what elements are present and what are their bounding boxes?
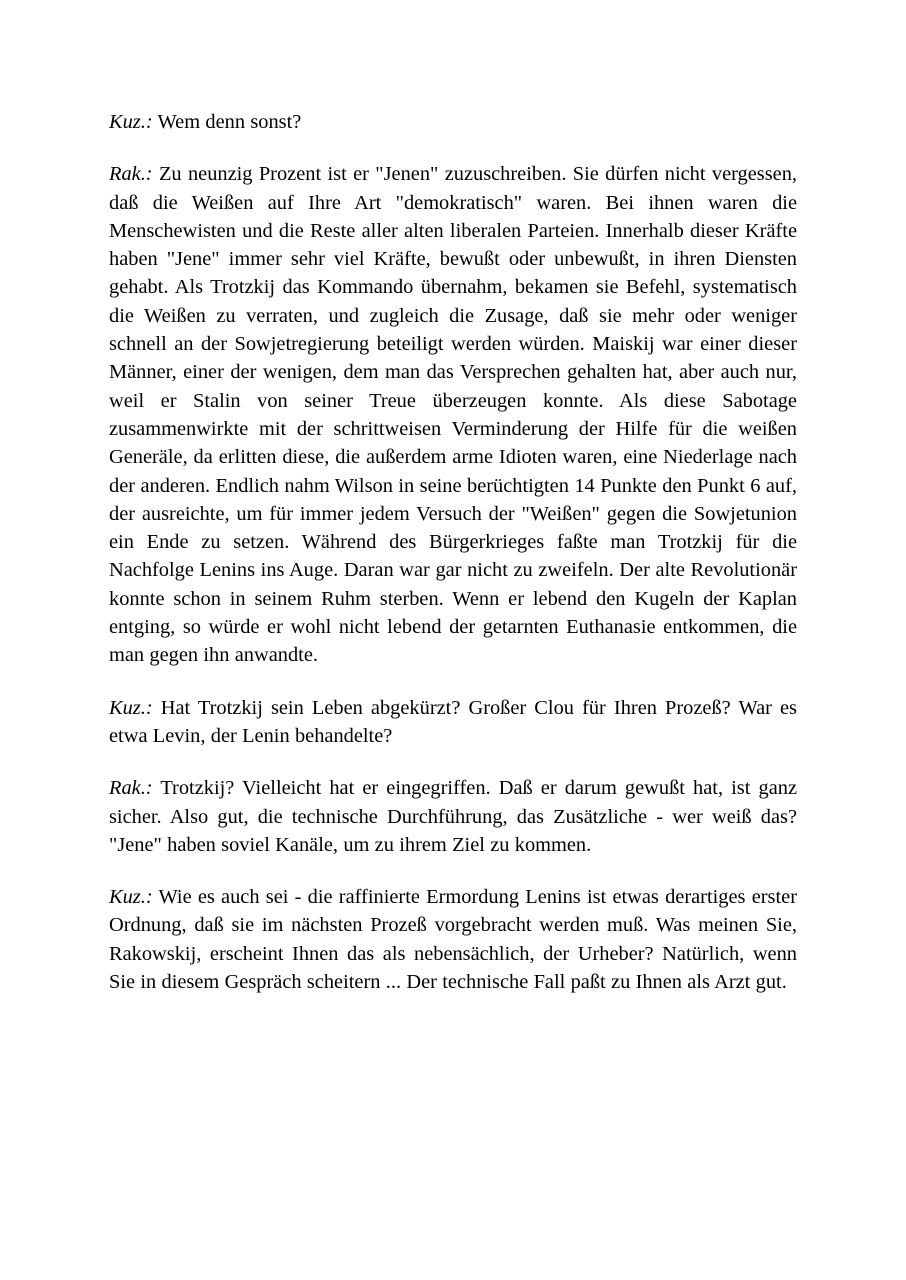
speaker-label: Rak.:	[109, 777, 153, 800]
dialogue-paragraph	[109, 160, 797, 669]
speaker-label: Kuz.:	[109, 696, 153, 719]
dialogue-paragraph	[109, 883, 797, 996]
speaker-label: Kuz.:	[109, 886, 153, 909]
dialogue-paragraph	[109, 694, 797, 751]
dialogue-paragraph	[109, 774, 797, 859]
paragraph-text: Zu neunzig Prozent ist er "Jenen" zuzuschreiben. Sie dürfen nicht vergessen, daß die Weißen auf Ihre Art "demokratisch" waren. Bei ihnen waren die Menschewisten und die Reste aller alten liberalen Parteien. Innerhalb dieser Kräfte haben "Jene" immer sehr viel Kräfte, bewußt oder unbewußt, in ihren Diensten gehabt. Als Trotzkij das Kommando übernahm, bekamen sie Befehl, systematisch die Weißen zu verraten, und zugleich die Zusage, daß sie mehr oder weniger schnell an der Sowjetregierung beteiligt werden würden. Maiskij war einer dieser Männer, einer der wenigen, dem man das Versprechen gehalten hat, aber auch nur, weil er Stalin von seiner Treue überzeugen konnte. Als diese Sabotage zusammenwirkte mit der schrittweisen Verminderung der Hilfe für die weißen Generäle, da erlitten diese, die außerdem arme Idioten waren, eine Niederlage nach der anderen. Endlich nahm Wilson in seine berüchtigten 14 Punkte den Punkt 6 auf, der ausreichte, um für immer jedem Versuch der "Weißen" gegen die Sowjetunion ein Ende zu setzen. Während des Bürgerkrieges faßte man Trotzkij für die Nachfolge Lenins ins Auge. Daran war gar nicht zu zweifeln. Der alte Revolutionär konnte schon in seinem Ruhm sterben. Wenn er lebend den Kugeln der Kaplan entging, so würde er wohl nicht lebend der getarnten Euthanasie entkommen, die man gegen ihn anwandte.	[109, 163, 797, 667]
paragraph-text: Wie es auch sei - die raffinierte Ermordung Lenins ist etwas derartiges erster Ordnung, daß sie im nächsten Prozeß vorgebracht werden muß. Was meinen Sie, Rakowskij, erscheint Ihnen das als nebensächlich, der Urheber? Natürlich, wenn Sie in diesem Gespräch scheitern ... Der technische Fall paßt zu Ihnen als Arzt gut.	[109, 886, 797, 994]
speaker-label: Rak.:	[109, 163, 153, 186]
paragraph-text: Hat Trotzkij sein Leben abgekürzt? Großer Clou für Ihren Prozeß? War es etwa Levin, der Lenin behandelte?	[109, 696, 797, 747]
text-column	[109, 108, 797, 996]
paragraph-text: Trotzkij? Vielleicht hat er eingegriffen. Daß er darum gewußt hat, ist ganz sicher. Also gut, die technische Durchführung, das Zusätzliche - wer weiß das? "Jene" haben soviel Kanäle, um zu ihrem Ziel zu kommen.	[109, 777, 797, 856]
speaker-label: Kuz.:	[109, 111, 153, 133]
dialogue-paragraph	[109, 108, 797, 136]
paragraph-text: Wem denn sonst?	[152, 111, 302, 133]
